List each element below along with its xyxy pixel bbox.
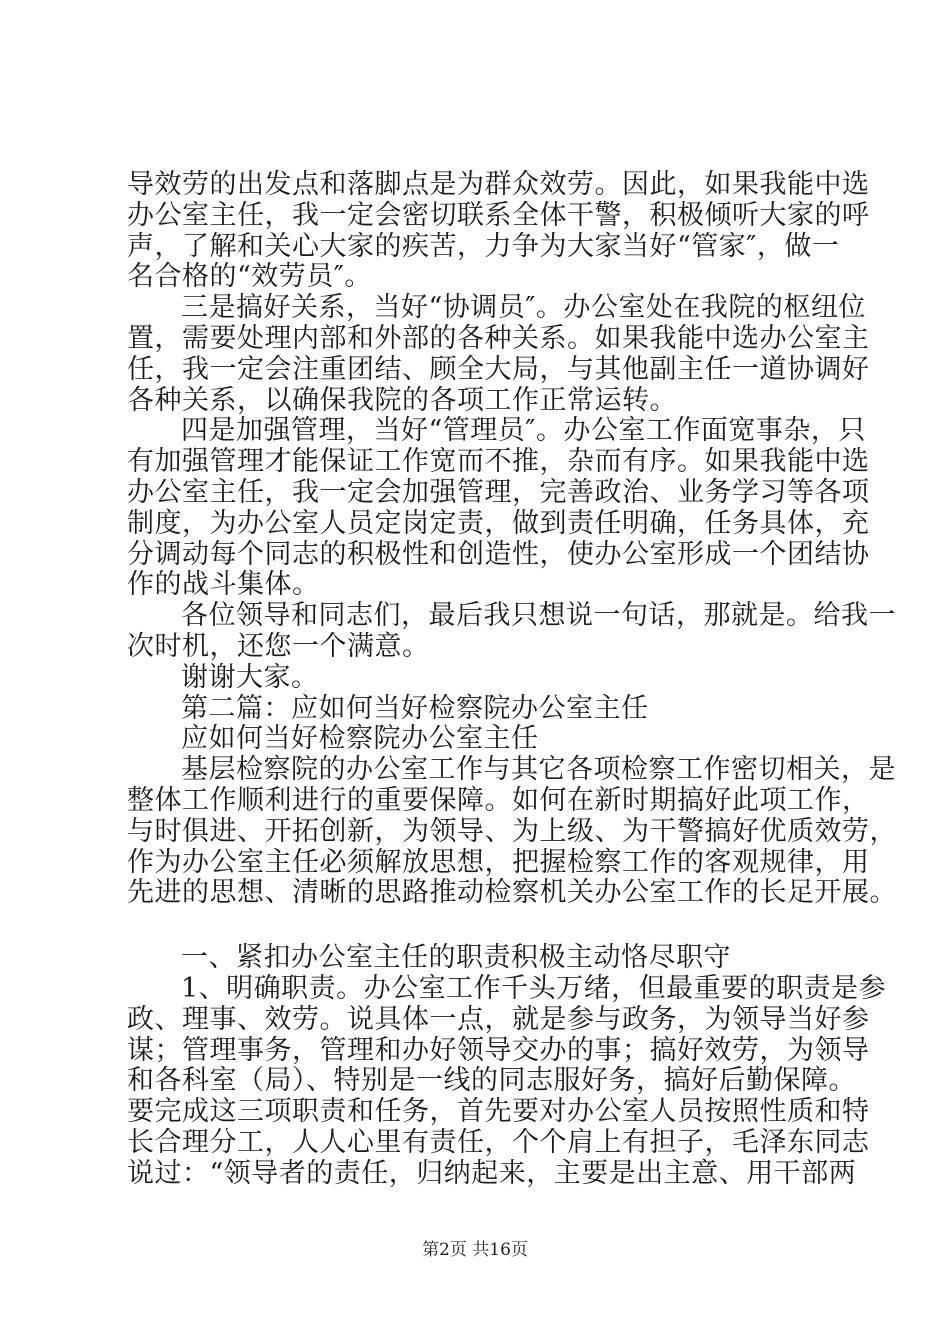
text-line: 次时机，还您一个满意。 — [127, 630, 430, 662]
text-line: 任，我一定会注重团结、顾全大局，与其他副主任一道协调好 — [127, 353, 870, 385]
text-line: 三是搞好关系，当好“协调员″。办公室处在我院的枢纽位 — [181, 292, 866, 324]
text-line: 声，了解和关心大家的疾苦，力争为大家当好“管家″，做一 — [127, 230, 840, 262]
body-text — [127, 169, 897, 1190]
text-line: 要完成这三项职责和任务，首先要对办公室人员按照性质和特 — [127, 1096, 870, 1128]
text-line: 长合理分工，人人心里有责任，个个肩上有担子，毛泽东同志 — [127, 1126, 870, 1158]
text-line: 导效劳的出发点和落脚点是为群众效劳。因此，如果我能中选 — [127, 169, 870, 200]
text-line: 有加强管理才能保证工作宽而不推，杂而有序。如果我能中选 — [127, 446, 870, 478]
text-line: 分调动每个同志的积极性和创造性，使办公室形成一个团结协 — [127, 538, 870, 570]
text-line: 与时俱进、开拓创新，为领导、为上级、为干警搞好优质效劳， — [127, 815, 897, 847]
text-line: 作为办公室主任必须解放思想，把握检察工作的客观规律，用 — [127, 846, 870, 878]
text-line: 一、紧扣办公室主任的职责积极主动恪尽职守 — [181, 942, 731, 974]
text-line: 整体工作顺利进行的重要保障。如何在新时期搞好此项工作， — [127, 784, 870, 816]
text-line: 基层检察院的办公室工作与其它各项检察工作密切相关，是 — [181, 754, 896, 786]
text-line: 谢谢大家。 — [181, 661, 319, 693]
text-line: 应如何当好检察院办公室主任 — [181, 723, 539, 755]
text-line: 说过：“领导者的责任，归纳起来，主要是出主意、用干部两 — [127, 1157, 857, 1189]
text-line: 办公室主任，我一定会加强管理，完善政治、业务学习等各项 — [127, 476, 870, 508]
text-line: 各位领导和同志们，最后我只想说一句话，那就是。给我一 — [181, 600, 896, 632]
text-line: 名合格的“效劳员″。 — [127, 261, 372, 293]
text-line: 先进的思想、清晰的思路推动检察机关办公室工作的长足开展。 — [127, 877, 897, 909]
page-footer: 第2页 共16页 — [422, 1240, 528, 1260]
blank-line — [127, 909, 847, 943]
text-line: 办公室主任，我一定会密切联系全体干警，积极倾听大家的呼 — [127, 199, 870, 231]
text-line: 第二篇：应如何当好检察院办公室主任 — [181, 692, 649, 724]
text-line: 置，需要处理内部和外部的各种关系。如果我能中选办公室主 — [127, 322, 870, 354]
text-line: 政、理事、效劳。说具体一点，就是参与政务，为领导当好参 — [127, 1003, 870, 1035]
text-line: 作的战斗集体。 — [127, 569, 320, 601]
text-line: 1、明确职责。办公室工作千头万绪，但最重要的职责是参 — [181, 972, 887, 1004]
text-line: 制度，为办公室人员定岗定责，做到责任明确，任务具体，充 — [127, 507, 870, 539]
text-line: 四是加强管理，当好“管理员″。办公室工作面宽事杂，只 — [181, 415, 866, 447]
text-line: 谋；管理事务，管理和办好领导交办的事；搞好效劳，为领导 — [127, 1034, 870, 1066]
text-line: 和各科室（局）、特别是一线的同志服好务，搞好后勤保障。 — [127, 1065, 856, 1097]
text-line: 各种关系，以确保我院的各项工作正常运转。 — [127, 384, 677, 416]
